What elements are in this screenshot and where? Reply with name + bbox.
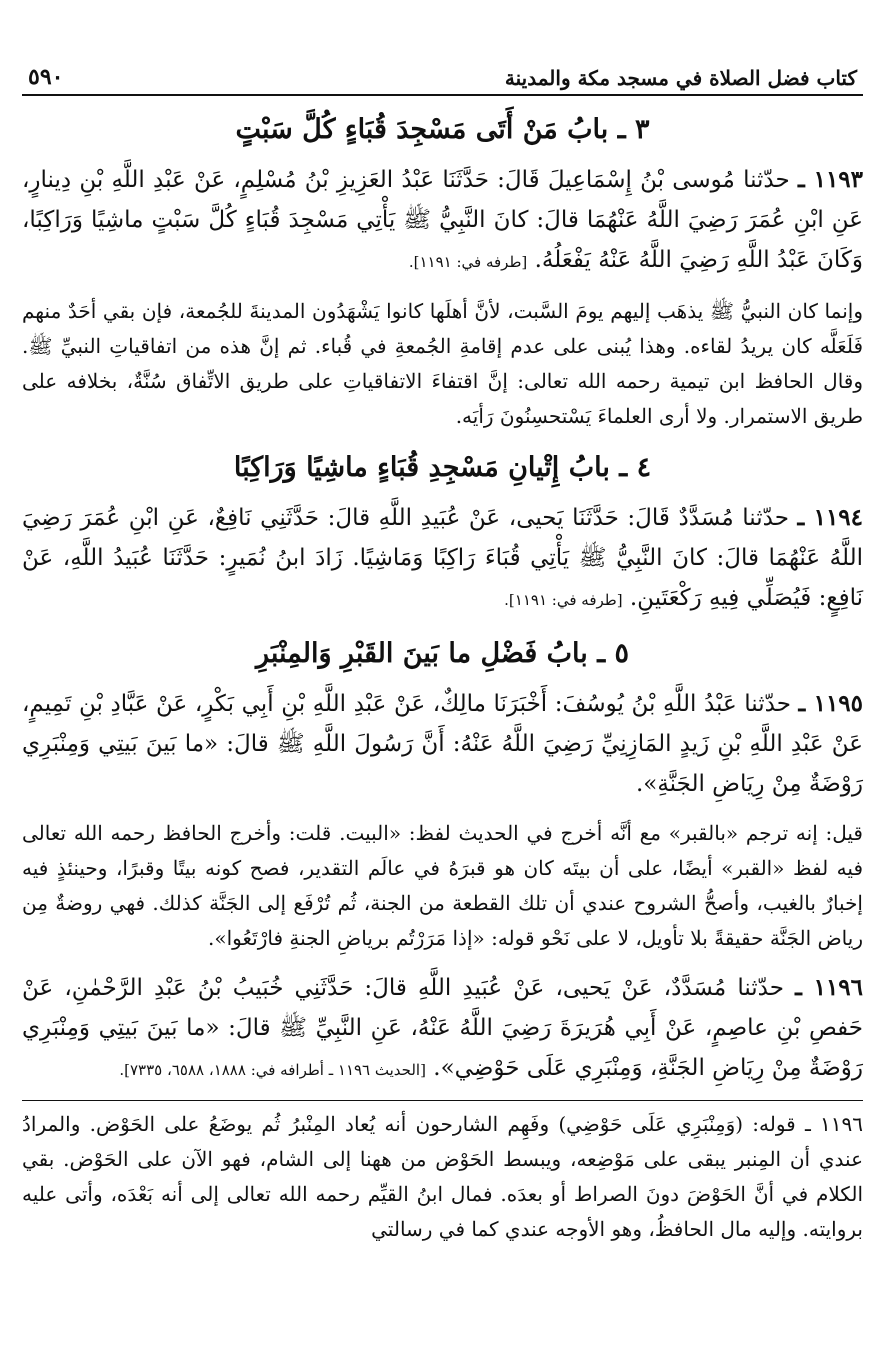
chapter-title: ٥ ـ بابُ فَضْلِ ما بَينَ القَبْرِ وَالمِنْبَرِ xyxy=(255,638,630,669)
page-header xyxy=(22,52,863,96)
hadith-reference: [طرفه في: ١١٩١]. xyxy=(408,253,528,271)
hadith-number: ١١٩٤ ـ xyxy=(797,504,864,531)
commentary-paragraph: ١١٩٦ ـ قوله: (وَمِنْبَرِي عَلَى حَوْضِي) وفَهِم الشارحون أنه يُعاد المِنْبرُ ثُم يوضَعُ على الحَوْض. والمرادُ عندي أن المِنبر يبقى على مَوْضِعه، ويبسط الحَوْض من ههنا إلى الشام، فهو الآن على الحَوْض. بقي الكلام في أنَّ الحَوْضَ دونَ الصراط أو بعدَه. فمال ابنُ القيِّم رحمه الله تعالى إلى أنه بَعْدَه، وأتى عليه بروايته. وإليه مال الحافظُ، وهو الأوجه عندي كما في رسالتي xyxy=(22,1112,864,1241)
footnote-divider xyxy=(22,1100,863,1101)
hadith-number: ١١٩٥ ـ xyxy=(798,690,864,717)
hadith-text xyxy=(22,684,863,804)
chapter-title: ٣ ـ بابُ مَنْ أَتَى مَسْجِدَ قُبَاءٍ كُلَّ سَبْتٍ xyxy=(235,114,650,145)
hadith-number: ١١٩٣ ـ xyxy=(797,166,864,193)
hadith-reference: [الحديث ١١٩٦ ـ أطرافه في: ١٨٨٨، ٦٥٨٨، ٧٣٣٥]. xyxy=(119,1061,426,1079)
hadith-text xyxy=(22,160,863,282)
hadith-reference: [طرفه في: ١١٩١]. xyxy=(504,591,623,609)
hadith-body: حدّثنا مُوسى بْنُ إِسْمَاعِيلَ قَالَ: حَدَّثَنَا عَبْدُ العَزِيزِ بْنُ مُسْلِمٍ، عَنْ عَبْدِ اللَّهِ بْنِ دِينارٍ، عَنِ ابْنِ عُمَرَ رَضِيَ اللَّهُ عَنْهُمَا قالَ: كانَ النَّبِيُّ ﷺ يَأْتِي مَسْجِدَ قُبَاءٍ كُلَّ سَبْتٍ ماشِيًا وَرَاكِبًا، وَكَانَ عَبْدُ اللَّهِ رَضِيَ اللَّهُ عَنْهُ يَفْعَلُهُ. xyxy=(22,167,863,273)
book-title: كتاب فضل الصلاة في مسجد مكة والمدينة xyxy=(504,66,857,90)
chapter-title: ٤ ـ بابُ إِتْيانِ مَسْجِدِ قُبَاءٍ ماشِيًا وَرَاكِبًا xyxy=(233,452,652,483)
hadith-body: حدّثنا مُسَدَّدٌ قَالَ: حَدَّثَنَا يَحيى، عَنْ عُبَيدِ اللَّهِ قالَ: حَدَّثَنِي نَافِعٌ، عَنِ ابْنِ عُمَرَ رَضِيَ اللَّهُ عَنْهُمَا قالَ: كانَ النَّبِيُّ ﷺ يَأْتِي قُبَاءَ رَاكِبًا وَمَاشِيًا. زَادَ ابنُ نُمَيرٍ: حَدَّثَنَا عُبَيدُ اللَّهِ، عَنْ نَافِعٍ: فَيُصَلِّي فِيهِ رَكْعَتَينِ. xyxy=(22,505,863,611)
hadith-body: حدّثنا مُسَدَّدٌ، عَنْ يَحيى، عَنْ عُبَيدِ اللَّهِ قالَ: حَدَّثَنِي خُبَيبُ بْنُ عَبْدِ الرَّحْمٰنِ، عَنْ حَفصِ بْنِ عاصِمٍ، عَنْ أَبِي هُرَيرَةَ رَضِيَ اللَّهُ عَنْهُ، عَنِ النَّبِيِّ ﷺ قالَ: «ما بَينَ بَيتِي وَمِنْبَرِي رَوْضَةٌ مِنْ رِيَاضِ الجَنَّةِ، وَمِنْبَرِي عَلَى حَوْضِي». xyxy=(22,975,863,1081)
commentary-paragraph: قيل: إنه ترجم «بالقبر» مع أنَّه أخرج في الحديث لفظ: «البيت. قلت: وأخرج الحافظ رحمه الله تعالى فيه لفظ «القبر» أيضًا، على أن بيتَه كان هو قبرَهُ في عالَم التقدير، فصح كونه بيتًا وقبرًا، وحينئذٍ فيه إخبارٌ بالغيب، وأصحُّ الشروح عندي أن تلك القطعة من الجنة، ثُم تُرْفَع إلى الجَنَّة كذلك. فهي روضةٌ مِن رياض الجَنَّة حقيقةً بلا تأويل، لا على نَحْو قوله: «إذا مَرَرْتُم برياضِ الجنةِ فارْتَعُوا». xyxy=(22,821,864,950)
hadith-number: ١١٩٦ ـ xyxy=(795,974,864,1001)
hadith-body: حدّثنا عَبْدُ اللَّهِ بْنُ يُوسُفَ: أَخْبَرَنَا مالِكٌ، عَنْ عَبْدِ اللَّهِ بْنِ أَبِي بَكْرٍ، عَنْ عَبَّادِ بْنِ تَمِيمٍ، عَنْ عَبْدِ اللَّهِ بْنِ زَيدٍ المَازِنِيِّ رَضِيَ اللَّهُ عَنْهُ: أَنَّ رَسُولَ اللَّهِ ﷺ قالَ: «ما بَينَ بَيتِي وَمِنْبَرِي رَوْضَةٌ مِنْ رِيَاضِ الجَنَّةِ». xyxy=(22,691,863,797)
hadith-text xyxy=(22,498,863,620)
page-number: ٥٩٠ xyxy=(28,64,64,90)
hadith-text xyxy=(22,968,863,1090)
commentary-paragraph: وإنما كان النبيُّ ﷺ يذهَب إليهم يومَ السَّبت، لأنَّ أهلَها كانوا يَشْهَدُون المدينةَ للجُمعة، فإن بقي أحَدٌ منهم فَلَعَلَّه كان يريدُ لقاءه. وهذا يُبنى على عدم إقامةِ الجُمعةِ في قُباء. ثم إنَّ هذه من اتفاقياتِ النبيِّ ﷺ. وقال الحافظ ابن تيمية رحمه الله تعالى: إنَّ اقتفاءَ الاتفاقياتِ على طريق الاتِّفاق سُنَّةٌ، بخلافه على طريق الاستمرار. ولا أرى العلماءَ يَسْتحسِنُونَ رَأيَه. xyxy=(22,299,864,428)
